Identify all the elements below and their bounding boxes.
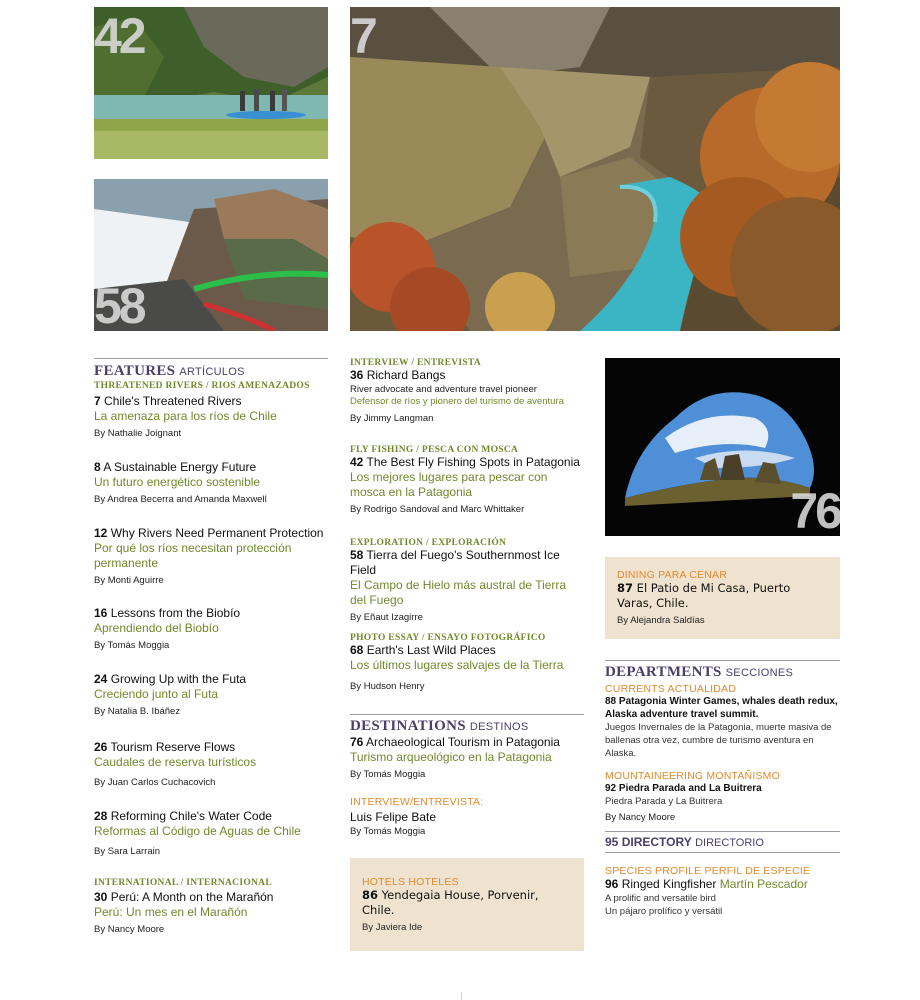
entry-title: 28 Reforming Chile's Water Code [94,809,272,823]
entry-english: A prolific and versatile bird [605,893,716,904]
entry-byline: By Sara Larrain [94,846,161,857]
divider [605,831,840,832]
category-label: DINING PARA CENAR [617,569,727,581]
entry-title: 26 Tourism Reserve Flows [94,740,236,754]
entry-title: 7 Chile's Threatened Rivers [94,394,242,408]
hotels-box[interactable] [350,858,584,951]
category-label: SPECIES PROFILE PERFIL DE ESPECIE [605,865,811,877]
entry-byline: By Tomás Moggia [350,769,426,780]
entry-title: 96 Ringed Kingfisher Martín Pescador [605,877,808,891]
category-label: FLY FISHING / PESCA CON MOSCA [350,445,519,455]
entry-title: 12 Why Rivers Need Permanent Protection [94,526,324,540]
category-label: PHOTO ESSAY / ENSAYO FOTOGRÁFICO [350,633,546,643]
entry-title: 24 Growing Up with the Futa [94,672,247,686]
toc-entry[interactable] [350,445,584,515]
entry-spanish: Piedra Parada y La Buitrera [605,796,723,807]
destinations-section [350,714,584,837]
photo-cave [605,358,840,536]
entry-subtitle-en: River advocate and adventure travel pioneer [350,384,537,395]
toc-entry[interactable] [350,358,584,424]
category-label: THREATENED RIVERS / RIOS AMENAZADOS [94,381,310,391]
entry-byline: By Nancy Moore [94,924,165,935]
entry-spanish: La amenaza para los ríos de Chile [94,409,277,423]
entry-byline: By Tomás Moggia [350,826,426,837]
toc-entry[interactable] [94,878,328,935]
photo-river-canyon [350,7,840,331]
departments-column [605,660,840,918]
departments-title: DEPARTMENTS [605,664,722,680]
entry-byline: By Nathalie Joignant [94,428,182,439]
entry-byline: By Juan Carlos Cuchacovich [94,777,216,788]
toc-entry[interactable] [94,606,328,651]
category-label: CURRENTS ACTUALIDAD [605,683,736,695]
category-label: EXPLORATION / EXPLORACIÓN [350,538,507,548]
category-label: INTERVIEW/ENTREVISTA: [350,796,484,808]
photo-page-number: 42 [94,8,144,64]
photo-page-number: 58 [94,278,144,331]
features-heading [94,363,328,380]
entry-title: 76 Archaeological Tourism in Patagonia [350,735,560,749]
departments-subtitle: SECCIONES [725,667,794,679]
entry-title: 42 The Best Fly Fishing Spots in Patagonia [350,455,580,469]
entry-byline: By Andrea Becerra and Amanda Maxwell [94,494,267,505]
entry-subtitle-es: Defensor de ríos y pionero del turismo de aventura [350,396,564,407]
entry-spanish: El Campo de Hielo más austral de Tierra del Fuego [350,578,567,607]
entry-spanish: Turismo arqueológico en la Patagonia [350,750,552,764]
toc-entry[interactable] [605,865,840,918]
entry-spanish: Caudales de reserva turísticos [94,755,257,769]
features-subtitle: ARTÍCULOS [179,366,245,378]
entry-spanish: Perú: Un mes en el Marañón [94,905,248,919]
entry-spanish: Juegos Invernales de la Patagonia, muerte masiva de ballenas otra vez, cumbre de turismo aventura en Alaska. [605,722,832,759]
entry-byline: By Eñaut Izagirre [350,612,423,623]
divider [605,852,840,853]
destinations-heading [350,718,584,735]
photo-ice-field [94,179,328,331]
entry-byline: By Jimmy Langman [350,413,434,424]
entry-title: 68 Earth's Last Wild Places [350,643,496,657]
features-title: FEATURES [94,363,176,379]
toc-entry[interactable] [605,683,840,760]
toc-entry[interactable] [350,538,584,623]
entry-title: Luis Felipe Bate [350,810,437,824]
entry-byline: By Alejandra Saldías [617,615,705,626]
toc-entry[interactable] [350,735,584,780]
entry-spanish: Aprendiendo del Biobío [94,621,219,635]
entry-title: 8 A Sustainable Energy Future [94,460,257,474]
entry-spanish: Un pájaro prolífico y versátil [605,906,723,917]
destinations-title: DESTINATIONS [350,718,466,734]
entry-spanish: Por qué los ríos necesitan protección permanente [94,541,292,570]
photo-page-number: 76 [790,483,840,536]
photo-fly-fishing [94,7,328,159]
entry-title: 92 Piedra Parada and La Buitrera [605,783,762,794]
toc-entry[interactable] [94,460,328,505]
category-label: INTERNATIONAL / INTERNACIONAL [94,878,272,888]
center-mark [461,992,462,1000]
entry-title: 16 Lessons from the Biobío [94,606,241,620]
entry-spanish: Creciendo junto al Futa [94,687,219,701]
toc-entry[interactable] [94,526,328,586]
departments-heading [605,664,840,681]
divider [350,714,584,715]
toc-entry[interactable] [94,740,328,788]
entry-spanish: Los mejores lugares para pescar con mosca en la Patagonia [350,470,548,499]
entry-title: 87 El Patio de Mi Casa, Puerto Varas, Chile. [617,581,791,610]
toc-entry[interactable] [350,796,584,837]
directory-entry[interactable]: 95 DIRECTORY DIRECTORIO [605,835,764,849]
dining-box[interactable] [605,557,840,639]
entry-spanish: Reformas al Código de Aguas de Chile [94,824,301,838]
divider [94,358,328,359]
toc-entry[interactable] [350,633,584,692]
entry-byline: By Rodrigo Sandoval and Marc Whittaker [350,504,525,515]
toc-entry[interactable] [94,809,328,857]
features-column [94,358,328,935]
category-label: HOTELS HOTELES [362,876,459,888]
entry-spanish: Un futuro energético sostenible [94,475,261,489]
entry-title: 58 Tierra del Fuego's Southernmost Ice Field [350,548,560,577]
entry-byline: By Javiera Ide [362,922,423,933]
entry-title: 36 Richard Bangs [350,368,446,382]
entry-byline: By Nancy Moore [605,812,676,823]
entry-title: 88 Patagonia Winter Games, whales death redux, Alaska adventure travel summit. [605,696,838,720]
entry-byline: By Monti Aguirre [94,575,164,586]
entry-title: 30 Perú: A Month on the Marañón [94,890,274,904]
category-label: MOUNTAINEERING MONTAÑISMO [605,770,780,782]
divider [605,660,840,661]
toc-entry[interactable] [94,394,328,439]
entry-byline: By Tomás Moggia [94,640,170,651]
photo-page-number: 7 [350,8,375,64]
toc-entry[interactable] [605,770,840,823]
destinations-subtitle: DESTINOS [469,721,529,733]
entry-byline: By Natalia B. Ibáñez [94,706,181,717]
category-label: INTERVIEW / ENTREVISTA [350,358,482,368]
entry-byline: By Hudson Henry [350,681,425,692]
toc-entry[interactable] [94,672,328,717]
entry-spanish: Los últimos lugares salvajes de la Tierra [350,658,564,672]
entry-title: 86 Yendegaia House, Porvenir, Chile. [362,888,539,917]
